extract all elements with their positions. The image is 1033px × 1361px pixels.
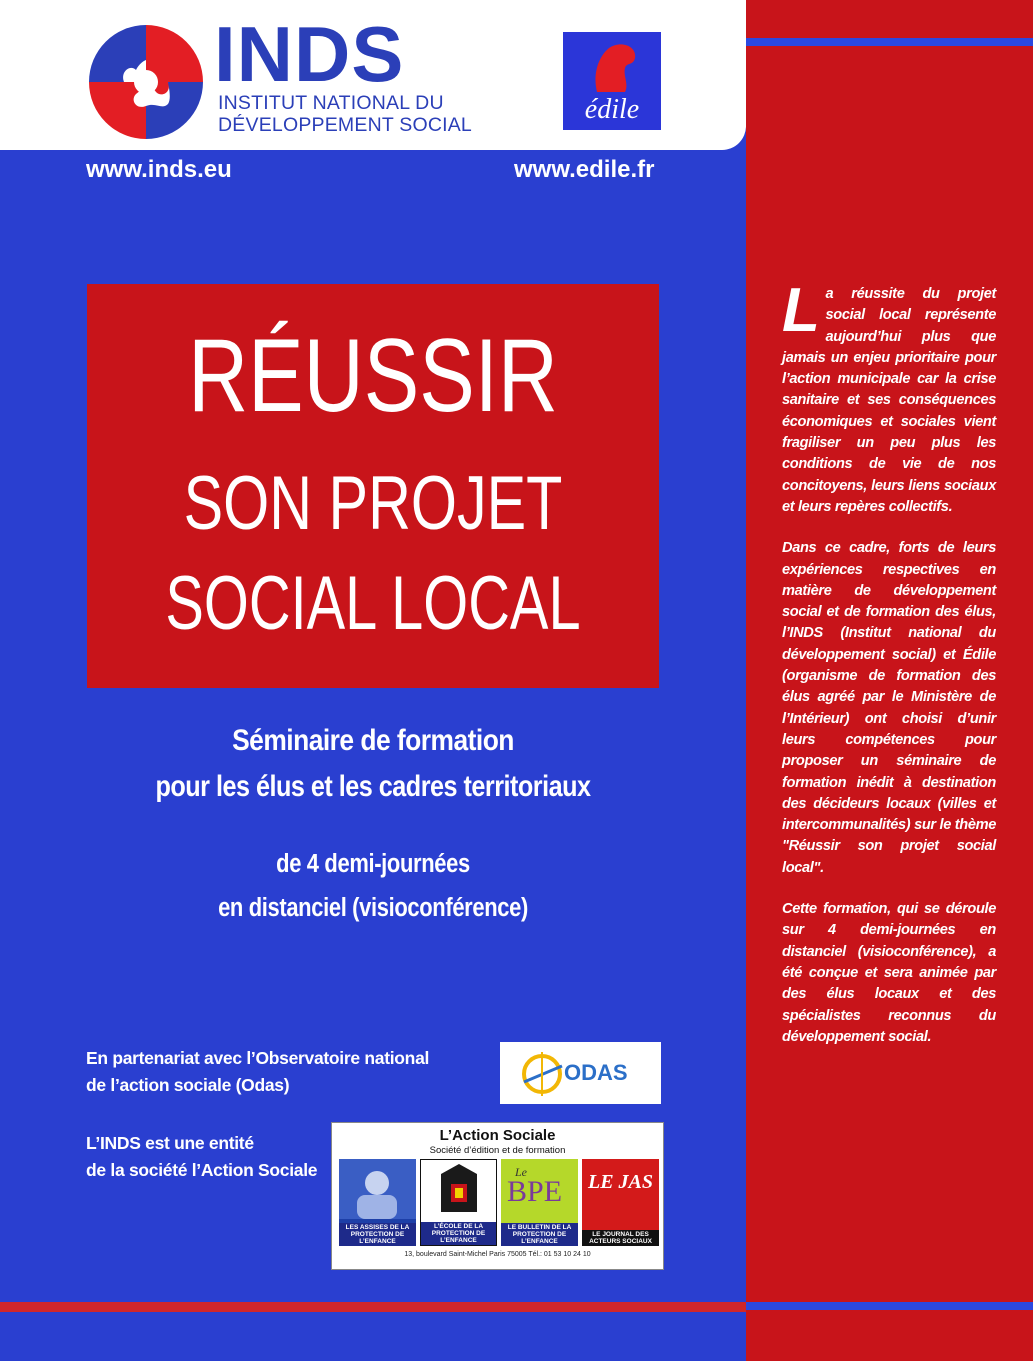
bpe-mark: BPE — [507, 1175, 563, 1208]
sidebar-paragraph-2: Dans ce cadre, forts de leurs expériences respectives en matière de développement social et de formation des élus, l’INDS (Institut national du développement social) et Édile (organisme de formation des élus agréé par le Ministère de l’Intérieur) ont choisi d’unir leurs compétences pour proposer un séminaire de formation inédit à destination des décideurs locaux (villes et intercommunalités) sur le thème "Réussir son projet social local". — [782, 540, 996, 876]
action-sociale-address: 13, boulevard Saint-Michel Paris 75005 Tél.: 01 53 10 24 10 — [404, 1251, 591, 1258]
child-photo-icon — [339, 1159, 416, 1219]
title-line3: SOCIAL LOCAL — [165, 561, 581, 646]
partnership-line2: de l’action sociale (Odas) — [86, 1075, 290, 1095]
inds-wordmark: INDS — [214, 10, 405, 98]
inds-subtitle-line2: DÉVELOPPEMENT SOCIAL — [218, 114, 472, 136]
tile-assises — [339, 1159, 416, 1246]
tile-bpe — [501, 1159, 578, 1246]
edile-logo — [563, 32, 661, 130]
sidebar-p1-text: a réussite du projet social local représente aujourd’hui plus que jamais un enjeu prioritaire pour l’action municipale car la crise sanitaire et ses conséquences économiques et sociales vient fragiliser un peu plus les conditions de vie de nos concitoyens, leurs liens sociaux et leurs repères collectifs. — [782, 286, 996, 515]
action-sociale-box — [331, 1122, 664, 1270]
sidebar-text — [782, 276, 996, 1068]
inds-puzzle-logo — [84, 22, 214, 140]
odas-emblem-icon — [518, 1048, 568, 1098]
odas-wordmark: ODAS — [564, 1060, 628, 1085]
entity-line2: de la société l’Action Sociale — [86, 1160, 318, 1180]
title-line2: SON PROJET — [183, 461, 563, 546]
title-box — [87, 284, 659, 688]
tile-assises-caption: LES ASSISES DE LA PROTECTION DE L’ENFANCE — [339, 1223, 416, 1246]
subtitle-line3: de 4 demi-journées — [276, 850, 470, 878]
tile-jas-caption: LE JOURNAL DES ACTEURS SOCIAUX — [582, 1230, 659, 1246]
subtitle-line4: en distanciel (visioconférence) — [218, 894, 528, 922]
action-sociale-tagline: Société d’édition et de formation — [429, 1145, 566, 1156]
sidebar-paragraph-1 — [782, 276, 996, 518]
top-stripe — [746, 38, 1033, 46]
tile-jas — [582, 1159, 659, 1246]
partnership-line1: En partenariat avec l’Observatoire national — [86, 1048, 430, 1068]
bottom-red-stripe — [0, 1302, 746, 1312]
tile-ecole-caption: L’ÉCOLE DE LA PROTECTION DE L’ENFANCE — [421, 1222, 496, 1245]
inds-url[interactable]: www.inds.eu — [86, 156, 232, 183]
bpe-prefix: Le — [515, 1165, 527, 1179]
action-sociale-title: L’Action Sociale — [439, 1127, 556, 1144]
bottom-stripes — [0, 1302, 1033, 1312]
inds-subtitle-line1: INSTITUT NATIONAL DU — [218, 92, 444, 114]
title-line1: RÉUSSIR — [188, 318, 558, 434]
edile-wordmark: édile — [584, 94, 640, 125]
bottom-blue-stripe — [746, 1302, 1033, 1310]
odas-logo — [500, 1042, 661, 1104]
tile-ecole — [420, 1159, 497, 1246]
jas-mark: LE JAS — [588, 1171, 654, 1193]
edile-url[interactable]: www.edile.fr — [514, 156, 655, 183]
subtitle-line1: Séminaire de formation — [232, 724, 514, 757]
entity-line1: L’INDS est une entité — [86, 1133, 254, 1153]
sidebar-paragraph-3: Cette formation, qui se déroule sur 4 demi-journées en distanciel (visioconférence), a été conçue et sera animée par des élus locaux et des spécialistes reconnus du développement social. — [782, 901, 996, 1045]
school-icon — [421, 1160, 497, 1220]
subtitle-line2: pour les élus et les cadres territoriaux — [155, 770, 591, 803]
phrygian-cap-icon — [591, 40, 639, 96]
dropcap-letter: L — [782, 276, 820, 345]
tile-bpe-caption: LE BULLETIN DE LA PROTECTION DE L’ENFANCE — [501, 1223, 578, 1246]
